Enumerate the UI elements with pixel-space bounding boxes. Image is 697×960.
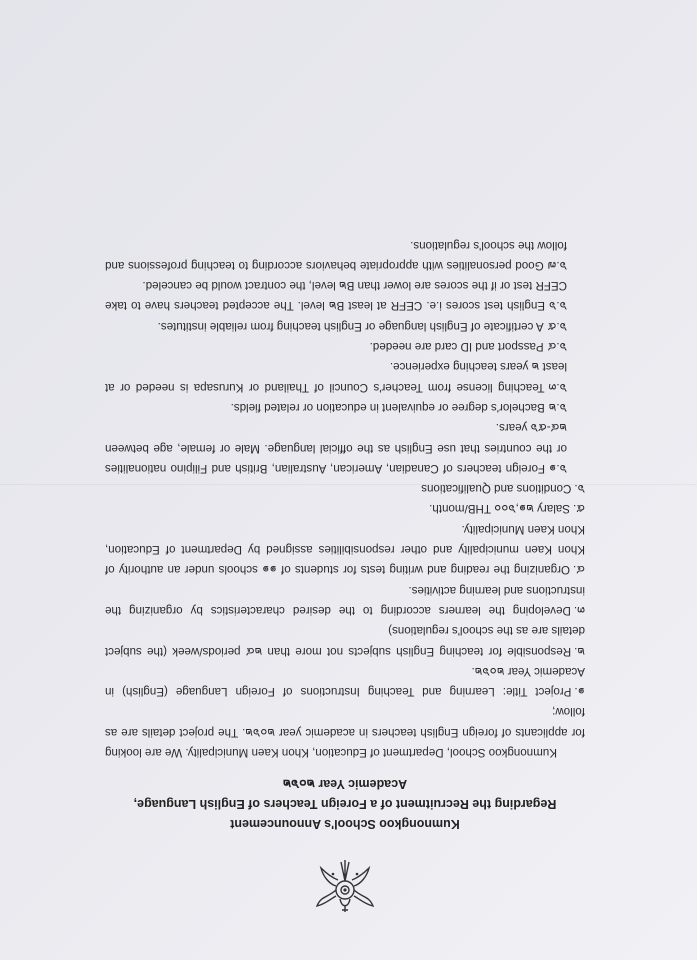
item-text: Conditions and Qualifications — [421, 482, 572, 496]
condition-number: ๖.๔ — [547, 340, 567, 354]
garuda-emblem-icon — [313, 856, 377, 920]
item-text: Project Title: Learning and Teaching Instructions of Foreign Language (English) in Academic Year ๒๐๖๒. — [105, 664, 585, 699]
condition-number: ๖.๕ — [547, 319, 567, 333]
list-item — [105, 478, 585, 498]
condition-text: Bachelor's degree or equivalent in education or related fields. — [230, 400, 545, 414]
item-text: Salary ๒๑,๖๐๐ THB/month. — [429, 502, 570, 516]
item-number: ๕. — [573, 502, 585, 516]
list-item — [105, 498, 585, 518]
intro-text: Kumnongkoo School, Department of Education, Khon Kaen Municipality. We are looking for applicants of foreign English teachers in academic year ๒๐๖๒. The project details are as follow; — [105, 705, 585, 759]
item-text: Developing the learners according to the desired characteristics by organizing the instructions and learning activities. — [105, 583, 585, 617]
condition-item — [105, 275, 585, 316]
condition-item — [105, 356, 585, 397]
condition-item — [105, 417, 585, 478]
item-text: Organizing the reading and writing tests for students of ๑๑ schools under an authority of Khon Kaen municipality and other responsibilities assigned by Department of Education, Khon Kaen Municipality. — [105, 522, 585, 577]
list-item — [105, 579, 585, 620]
condition-item — [105, 315, 585, 335]
condition-text: Foreign teachers of Canadian, American, Australian, British and Filipino nationalities or the countries that use English as the official language. Male or female, age between ๒๔-๕๖ years. — [105, 421, 567, 475]
item-number: ๓. — [573, 603, 585, 617]
list-item — [105, 518, 585, 579]
item-number: ๔. — [573, 563, 585, 577]
condition-text: Good personalities with appropriate behaviors according to teaching professions and follow the school's regulations. — [105, 238, 567, 272]
intro-paragraph — [105, 701, 585, 762]
condition-item — [105, 234, 585, 275]
announcement-title: Kumnongkoo School's Announcement — [230, 817, 460, 831]
item-number: ๒. — [574, 644, 585, 658]
condition-number: ๖.๓ — [548, 380, 567, 394]
item-number: ๖. — [574, 482, 585, 496]
condition-item — [105, 397, 585, 417]
condition-number: ๖.๗ — [547, 258, 567, 272]
announcement-subtitle: Regarding the Recruitment of a Foreign Teachers of English Language, — [133, 797, 557, 811]
condition-text: A certificate of English language or English teaching from reliable institutes. — [157, 319, 544, 333]
condition-text: English test scores i.e. CEFR at least B๒ level. The accepted teachers have to take CEFR test or if the scores are lower than B๒ level, the contract would be canceled. — [105, 279, 567, 313]
condition-item — [105, 336, 585, 356]
condition-number: ๖.๑ — [549, 461, 567, 475]
item-text: Responsible for teaching English subjects not more than ๒๔ periods/week (the subject details are as the school's regulations) — [105, 624, 585, 658]
condition-text: Passport and ID card are needed. — [369, 340, 544, 354]
condition-text: Teaching license from Teacher's Council of Thailand or Kurusapa is needed or at least ๒ years teaching experience. — [105, 360, 567, 394]
list-item — [105, 661, 585, 702]
list-item — [105, 620, 585, 661]
condition-number: ๖.๒ — [548, 400, 567, 414]
announcement-sheet — [105, 234, 585, 920]
item-number: ๑. — [574, 685, 585, 699]
condition-number: ๖.๖ — [549, 299, 567, 313]
academic-year-heading: Academic Year ๒๐๖๒ — [282, 777, 408, 791]
